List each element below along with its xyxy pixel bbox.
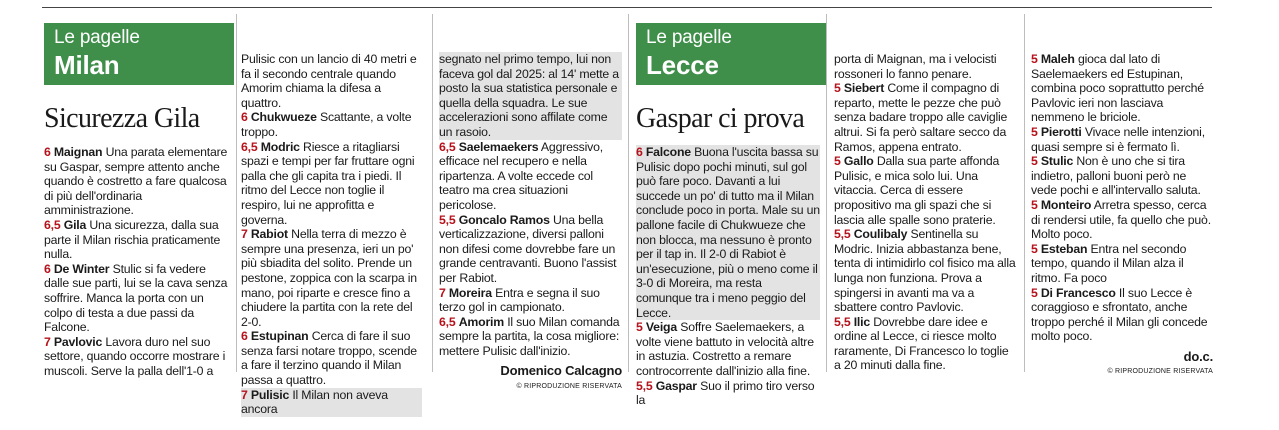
section-label-lecce bbox=[636, 23, 826, 85]
player-rating: 5 Siebert Come il compagno di reparto, mette le pezze che può senza badare troppo alle caviglie altrui. Si fa però saltare secco da Ramos, appena entrato. bbox=[834, 81, 1008, 154]
label-pre: Le pagelle bbox=[646, 27, 732, 48]
player-rating: 6 Falcone Buona l'uscita bassa su Pulisic dopo pochi minuti, sul gol può fare poco. Davanti a lui succede un po' di tutto ma il Milan conclude poco in porta. Male su un pallone facile di Chukwueze che non blocca, ma nessuno è pronto per il tap in. Il 2-0 di Rabiot è un'esecuzione, più o meno come il 3-0 di Moreira, ma resta comunque tra i meno peggio del Lecce. bbox=[636, 145, 820, 320]
column-6 bbox=[1031, 8, 1213, 380]
label-team: Milan bbox=[54, 50, 120, 80]
player-rating: 5 Di Francesco Il suo Lecce è coraggioso e sfrontato, anche troppo perché il Milan gli concede molto poco. bbox=[1031, 285, 1208, 344]
player-rating: 6,5 Gila Una sicurezza, dalla sua parte il Milan rischia praticamente nulla. bbox=[44, 217, 221, 262]
column-2 bbox=[241, 8, 422, 417]
player-rating: 6,5 Modric Riesce a ritagliarsi spazi e tempi per far fruttare ogni palla che gli capita tra i piedi. Il ritmo del Lecce non toglie il respiro, lui ne approfitta e governa. bbox=[241, 139, 415, 227]
player-rating: 5 Monteiro Arretra spesso, cerca di rendersi utile, fa quello che può. Molto poco. bbox=[1031, 197, 1211, 242]
player-rating: 6,5 Saelemaekers Aggressivo, efficace nel recupero e nella ripartenza. A volte eccede col teatro ma crea situazioni pericolose. bbox=[439, 139, 603, 212]
section-label-milan bbox=[44, 23, 234, 85]
continued-text: Pulisic con un lancio di 40 metri e fa il secondo centrale quando Amorim chiama la difesa a quattro. bbox=[241, 52, 417, 110]
player-rating: 5 Esteban Entra nel secondo tempo, quando il Milan alza il ritmo. Fa poco bbox=[1031, 241, 1187, 285]
label-team: Lecce bbox=[646, 50, 719, 80]
column-divider bbox=[1024, 14, 1025, 372]
player-rating: 6 De Winter Stulic si fa vedere dalle sue parti, lui se la cava senza soffrire. Manca la porta con un colpo di testa a due passi da Falcone. bbox=[44, 261, 228, 335]
player-rating: 7 Pavlovic Lavora duro nel suo settore, quando occorre mostrare i muscoli. Serve la palla dell'1-0 a bbox=[44, 334, 226, 378]
player-rating: 6 Chukwueze Scattante, a volte troppo. bbox=[241, 110, 412, 139]
column-1 bbox=[44, 8, 232, 379]
column-4 bbox=[636, 8, 820, 408]
player-rating: 5 Gallo Dalla sua parte affonda Pulisic, e mica solo lui. Una vitaccia. Cerca di essere propositivo ma gli spazi che si lascia alle spalle sono praterie. bbox=[834, 154, 1000, 227]
player-rating: 5 Veiga Soffre Saelemaekers, a volte viene battuto in velocità altre in astuzia. Costretto a remare controcorrente dall'inizio alla fine. bbox=[636, 320, 814, 378]
player-rating: 7 Pulisic Il Milan non aveva ancora bbox=[241, 388, 422, 417]
label-pre: Le pagelle bbox=[54, 27, 140, 48]
player-rating: 5,5 Gaspar Suo il primo tiro verso la bbox=[636, 378, 815, 408]
continued-text: segnato nel primo tempo, lui non faceva gol dal 2025: al 14' mette a posto la sua statistica personale e quella della squadra. Le sue accelerazioni sono affilate come un rasoio. bbox=[439, 52, 622, 140]
author-signature: Domenico Calcagno bbox=[500, 363, 622, 379]
player-rating: 5 Pierotti Vivace nelle intenzioni, quasi sempre si è fermato lì. bbox=[1031, 124, 1205, 154]
headline-lecce: Gaspar ci prova bbox=[636, 103, 805, 134]
rights-notice: © RIPRODUZIONE RISERVATA bbox=[516, 383, 622, 391]
player-rating: 6,5 Amorim Il suo Milan comanda sempre la partita, la cosa migliore: mettere Pulisic dall'inizio. bbox=[439, 314, 620, 358]
player-rating: 5 Stulic Non è uno che si tira indietro, palloni buoni però ne vede pochi e all'intervallo saluta. bbox=[1031, 154, 1201, 198]
player-rating: 5 Maleh gioca dal lato di Saelemaekers ed Estupinan, combina poco soprattutto perché Pavlovic ieri non lasciava nemmeno le briciole. bbox=[1031, 52, 1204, 125]
player-rating: 6 Estupinan Cerca di fare il suo senza farsi notare troppo, scende a fare il terzino quando il Milan passa a quattro. bbox=[241, 329, 417, 388]
column-divider bbox=[432, 14, 433, 372]
rights-notice: © RIPRODUZIONE RISERVATA bbox=[1107, 368, 1213, 376]
player-rating: 6 Maignan Una parata elementare su Gaspar, sempre attento anche quando è costretto a fare qualcosa di più dell'ordinaria amministrazione. bbox=[44, 145, 228, 218]
column-divider bbox=[628, 14, 629, 372]
column-divider bbox=[236, 14, 237, 372]
player-rating: 7 Moreira Entra e segna il suo terzo gol in campionato. bbox=[439, 285, 600, 315]
author-signature: do.c. bbox=[1183, 348, 1213, 364]
column-divider bbox=[826, 14, 827, 372]
column-3 bbox=[439, 8, 622, 395]
player-rating: 7 Rabiot Nella terra di mezzo è sempre una presenza, ieri un po' più sbiadita del solito. Prende un pestone, zoppica con la scarpa in mano, poi riparte e cresce fino a chiudere la partita con la rete del 2-0. bbox=[241, 227, 417, 329]
player-rating: 5,5 Goncalo Ramos Una bella verticalizzazione, diversi palloni non difesi come dovrebbe fare un grande centravanti. Buono l'assist per Rabiot. bbox=[439, 212, 617, 285]
headline-milan: Sicurezza Gila bbox=[44, 103, 200, 134]
player-rating: 5,5 Ilic Dovrebbe dare idee e ordine al Lecce, ci riesce molto raramente, Di Francesco lo toglie a 20 minuti dalla fine. bbox=[834, 314, 1009, 373]
continued-text: porta di Maignan, ma i velocisti rossoneri lo fanno penare. bbox=[834, 52, 997, 81]
column-5 bbox=[834, 8, 1016, 373]
player-rating: 5,5 Coulibaly Sentinella su Modric. Inizia abbastanza bene, tenta di intimidirlo col fisico ma alla lunga non funziona. Prova a spingersi in avanti ma va a sbattere contro Pavlovic. bbox=[834, 227, 1016, 315]
